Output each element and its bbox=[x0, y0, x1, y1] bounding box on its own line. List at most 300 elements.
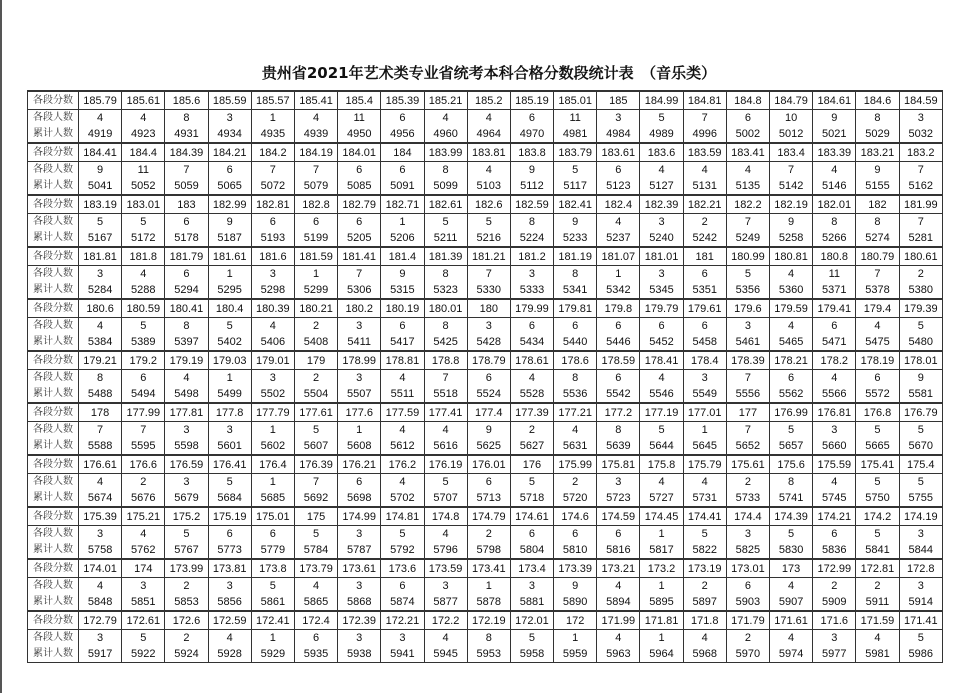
score-cell: 185.21 bbox=[424, 91, 467, 110]
score-cell: 175.19 bbox=[208, 507, 251, 526]
cumulative-cell: 5284 bbox=[79, 282, 122, 299]
cumulative-cell: 5792 bbox=[381, 542, 424, 559]
cumulative-cell: 5796 bbox=[424, 542, 467, 559]
cumulative-cell: 5397 bbox=[165, 334, 208, 351]
count-cell: 2 bbox=[294, 318, 337, 335]
score-cell: 179.81 bbox=[554, 299, 597, 318]
cumulative-cell: 5507 bbox=[338, 386, 381, 403]
cumulative-cell: 5127 bbox=[640, 178, 683, 195]
row-label: 各段分数 bbox=[28, 559, 79, 578]
score-cell: 179.79 bbox=[640, 299, 683, 318]
count-cell: 5 bbox=[208, 474, 251, 491]
score-cell: 173.01 bbox=[726, 559, 769, 578]
cumulative-cell: 5953 bbox=[467, 646, 510, 663]
cumulative-cell: 5193 bbox=[251, 230, 294, 247]
score-cell: 173.6 bbox=[381, 559, 424, 578]
score-cell: 184.2 bbox=[251, 143, 294, 162]
count-cell: 4 bbox=[79, 110, 122, 127]
cumulative-cell: 5601 bbox=[208, 438, 251, 455]
count-cell: 1 bbox=[338, 422, 381, 439]
count-cell: 8 bbox=[856, 110, 899, 127]
row-label: 各段人数 bbox=[28, 110, 79, 127]
count-cell: 3 bbox=[208, 422, 251, 439]
score-row bbox=[28, 91, 943, 110]
cumulative-cell: 5167 bbox=[79, 230, 122, 247]
score-cell: 185.6 bbox=[165, 91, 208, 110]
count-cell: 3 bbox=[510, 578, 553, 595]
count-cell: 5 bbox=[899, 630, 942, 647]
count-cell: 5 bbox=[294, 526, 337, 543]
cumulative-cell: 5608 bbox=[338, 438, 381, 455]
score-cell: 173.99 bbox=[165, 559, 208, 578]
row-label: 累计人数 bbox=[28, 646, 79, 663]
cumulative-cell: 5389 bbox=[122, 334, 165, 351]
score-cell: 175.2 bbox=[165, 507, 208, 526]
cumulative-cell: 5172 bbox=[122, 230, 165, 247]
score-cell: 172.99 bbox=[813, 559, 856, 578]
score-cell: 172.6 bbox=[165, 611, 208, 630]
score-cell: 179 bbox=[294, 351, 337, 370]
score-cell: 175.21 bbox=[122, 507, 165, 526]
score-cell: 184.61 bbox=[813, 91, 856, 110]
score-cell: 178 bbox=[79, 403, 122, 422]
cumulative-cell: 5072 bbox=[251, 178, 294, 195]
row-label: 各段人数 bbox=[28, 266, 79, 283]
count-cell: 2 bbox=[856, 578, 899, 595]
cumulative-cell: 5868 bbox=[338, 594, 381, 611]
cumulative-cell: 5928 bbox=[208, 646, 251, 663]
cumulative-cell: 5670 bbox=[899, 438, 942, 455]
cumulative-cell: 5963 bbox=[597, 646, 640, 663]
cumulative-cell: 5440 bbox=[554, 334, 597, 351]
cumulative-cell: 5731 bbox=[683, 490, 726, 507]
count-cell: 6 bbox=[726, 578, 769, 595]
row-label: 各段分数 bbox=[28, 455, 79, 474]
score-cell: 171.61 bbox=[770, 611, 813, 630]
cumulative-cell: 5723 bbox=[597, 490, 640, 507]
score-cell: 184.81 bbox=[683, 91, 726, 110]
count-cell: 3 bbox=[683, 370, 726, 387]
score-cell: 174.2 bbox=[856, 507, 899, 526]
score-cell: 176.8 bbox=[856, 403, 899, 422]
cumulative-cell: 5298 bbox=[251, 282, 294, 299]
score-cell: 176.21 bbox=[338, 455, 381, 474]
row-label: 累计人数 bbox=[28, 230, 79, 247]
score-cell: 182.4 bbox=[597, 195, 640, 214]
cumulative-cell: 5856 bbox=[208, 594, 251, 611]
count-cell: 6 bbox=[683, 266, 726, 283]
cumulative-cell: 5713 bbox=[467, 490, 510, 507]
count-cell: 4 bbox=[294, 578, 337, 595]
score-cell: 181 bbox=[683, 247, 726, 266]
count-cell: 1 bbox=[640, 578, 683, 595]
cumulative-cell: 5865 bbox=[294, 594, 337, 611]
cumulative-cell: 5099 bbox=[424, 178, 467, 195]
count-cell: 3 bbox=[899, 526, 942, 543]
score-cell: 182.39 bbox=[640, 195, 683, 214]
cumulative-cell: 5288 bbox=[122, 282, 165, 299]
score-cell: 183.8 bbox=[510, 143, 553, 162]
cumulative-cell: 4964 bbox=[467, 126, 510, 143]
count-cell: 5 bbox=[554, 162, 597, 179]
score-cell: 172.61 bbox=[122, 611, 165, 630]
score-cell: 174.45 bbox=[640, 507, 683, 526]
row-label: 各段分数 bbox=[28, 299, 79, 318]
count-cell: 3 bbox=[122, 578, 165, 595]
cumulative-cell: 5417 bbox=[381, 334, 424, 351]
cumulative-cell: 5851 bbox=[122, 594, 165, 611]
count-cell: 6 bbox=[510, 526, 553, 543]
cumulative-cell: 5299 bbox=[294, 282, 337, 299]
score-cell: 171.41 bbox=[899, 611, 942, 630]
score-cell: 181.41 bbox=[338, 247, 381, 266]
count-cell: 6 bbox=[294, 214, 337, 231]
count-cell: 5 bbox=[424, 214, 467, 231]
cumulative-cell: 5779 bbox=[251, 542, 294, 559]
score-cell: 172.2 bbox=[424, 611, 467, 630]
count-cell: 9 bbox=[554, 214, 597, 231]
cumulative-cell: 5572 bbox=[856, 386, 899, 403]
score-cell: 177 bbox=[726, 403, 769, 422]
count-cell: 8 bbox=[165, 110, 208, 127]
count-cell: 5 bbox=[165, 526, 208, 543]
cumulative-row bbox=[28, 438, 943, 455]
count-cell: 9 bbox=[510, 162, 553, 179]
cumulative-cell: 5986 bbox=[899, 646, 942, 663]
cumulative-cell: 5281 bbox=[899, 230, 942, 247]
row-label: 各段人数 bbox=[28, 370, 79, 387]
score-cell: 184.19 bbox=[294, 143, 337, 162]
count-cell: 8 bbox=[467, 630, 510, 647]
count-cell: 5 bbox=[122, 318, 165, 335]
score-cell: 173.8 bbox=[251, 559, 294, 578]
cumulative-cell: 5745 bbox=[813, 490, 856, 507]
count-cell: 3 bbox=[338, 370, 381, 387]
score-cell: 174.8 bbox=[424, 507, 467, 526]
score-cell: 173.39 bbox=[554, 559, 597, 578]
count-cell: 4 bbox=[424, 422, 467, 439]
score-cell: 179.41 bbox=[813, 299, 856, 318]
score-row bbox=[28, 351, 943, 370]
cumulative-cell: 5907 bbox=[770, 594, 813, 611]
score-cell: 178.4 bbox=[683, 351, 726, 370]
count-cell: 7 bbox=[856, 266, 899, 283]
row-label: 累计人数 bbox=[28, 594, 79, 611]
count-cell: 6 bbox=[338, 214, 381, 231]
score-cell: 181.99 bbox=[899, 195, 942, 214]
score-cell: 180.21 bbox=[294, 299, 337, 318]
cumulative-cell: 5224 bbox=[510, 230, 553, 247]
cumulative-cell: 5861 bbox=[251, 594, 294, 611]
score-cell: 175.81 bbox=[597, 455, 640, 474]
count-cell: 3 bbox=[338, 578, 381, 595]
score-cell: 179.03 bbox=[208, 351, 251, 370]
count-cell: 1 bbox=[251, 630, 294, 647]
score-cell: 180.2 bbox=[338, 299, 381, 318]
cumulative-row bbox=[28, 386, 943, 403]
cumulative-cell: 5941 bbox=[381, 646, 424, 663]
score-cell: 176.81 bbox=[813, 403, 856, 422]
count-cell: 7 bbox=[683, 110, 726, 127]
score-cell: 174.81 bbox=[381, 507, 424, 526]
cumulative-cell: 5566 bbox=[813, 386, 856, 403]
count-cell: 5 bbox=[856, 474, 899, 491]
score-cell: 179.99 bbox=[510, 299, 553, 318]
score-cell: 181.01 bbox=[640, 247, 683, 266]
score-cell: 174.6 bbox=[554, 507, 597, 526]
count-cell: 6 bbox=[381, 578, 424, 595]
score-cell: 172.59 bbox=[208, 611, 251, 630]
cumulative-cell: 5974 bbox=[770, 646, 813, 663]
score-cell: 183.59 bbox=[683, 143, 726, 162]
score-cell: 177.19 bbox=[640, 403, 683, 422]
count-cell: 5 bbox=[726, 266, 769, 283]
cumulative-cell: 4956 bbox=[381, 126, 424, 143]
score-cell: 174.4 bbox=[726, 507, 769, 526]
count-cell: 6 bbox=[683, 318, 726, 335]
count-cell: 7 bbox=[726, 370, 769, 387]
score-cell: 173.61 bbox=[338, 559, 381, 578]
cumulative-cell: 5758 bbox=[79, 542, 122, 559]
cumulative-cell: 5720 bbox=[554, 490, 597, 507]
score-cell: 178.19 bbox=[856, 351, 899, 370]
count-cell: 5 bbox=[640, 110, 683, 127]
count-cell: 3 bbox=[208, 110, 251, 127]
cumulative-cell: 5059 bbox=[165, 178, 208, 195]
cumulative-cell: 5612 bbox=[381, 438, 424, 455]
cumulative-cell: 5187 bbox=[208, 230, 251, 247]
score-cell: 183.41 bbox=[726, 143, 769, 162]
count-cell: 7 bbox=[899, 214, 942, 231]
score-cell: 179.61 bbox=[683, 299, 726, 318]
cumulative-cell: 5881 bbox=[510, 594, 553, 611]
count-cell: 3 bbox=[899, 110, 942, 127]
cumulative-cell: 4950 bbox=[338, 126, 381, 143]
cumulative-cell: 5408 bbox=[294, 334, 337, 351]
cumulative-cell: 5237 bbox=[597, 230, 640, 247]
count-cell: 3 bbox=[381, 630, 424, 647]
cumulative-cell: 5406 bbox=[251, 334, 294, 351]
cumulative-cell: 5216 bbox=[467, 230, 510, 247]
score-cell: 172.01 bbox=[510, 611, 553, 630]
cumulative-cell: 5242 bbox=[683, 230, 726, 247]
count-cell: 5 bbox=[424, 474, 467, 491]
score-cell: 171.81 bbox=[640, 611, 683, 630]
score-cell: 178.8 bbox=[424, 351, 467, 370]
count-cell: 9 bbox=[899, 370, 942, 387]
score-cell: 180 bbox=[467, 299, 510, 318]
cumulative-cell: 5733 bbox=[726, 490, 769, 507]
count-cell: 6 bbox=[165, 214, 208, 231]
cumulative-cell: 5142 bbox=[770, 178, 813, 195]
count-cell: 3 bbox=[338, 526, 381, 543]
row-label: 各段人数 bbox=[28, 162, 79, 179]
cumulative-cell: 5741 bbox=[770, 490, 813, 507]
score-cell: 173.41 bbox=[467, 559, 510, 578]
row-label: 累计人数 bbox=[28, 490, 79, 507]
score-cell: 182.6 bbox=[467, 195, 510, 214]
score-cell: 183.4 bbox=[770, 143, 813, 162]
score-cell: 174.01 bbox=[79, 559, 122, 578]
cumulative-cell: 5922 bbox=[122, 646, 165, 663]
cumulative-cell: 5333 bbox=[510, 282, 553, 299]
score-cell: 182 bbox=[856, 195, 899, 214]
count-cell: 6 bbox=[251, 214, 294, 231]
count-cell: 8 bbox=[856, 214, 899, 231]
score-cell: 175.99 bbox=[554, 455, 597, 474]
cumulative-cell: 5914 bbox=[899, 594, 942, 611]
count-cell: 3 bbox=[424, 578, 467, 595]
row-label: 累计人数 bbox=[28, 334, 79, 351]
cumulative-cell: 5702 bbox=[381, 490, 424, 507]
cumulative-cell: 5085 bbox=[338, 178, 381, 195]
cumulative-cell: 5890 bbox=[554, 594, 597, 611]
score-cell: 178.6 bbox=[554, 351, 597, 370]
count-cell: 11 bbox=[813, 266, 856, 283]
cumulative-cell: 5945 bbox=[424, 646, 467, 663]
count-cell: 4 bbox=[683, 474, 726, 491]
cumulative-cell: 5249 bbox=[726, 230, 769, 247]
cumulative-cell: 5475 bbox=[856, 334, 899, 351]
cumulative-cell: 5981 bbox=[856, 646, 899, 663]
count-cell: 1 bbox=[251, 474, 294, 491]
cumulative-cell: 5625 bbox=[467, 438, 510, 455]
score-cell: 185.2 bbox=[467, 91, 510, 110]
cumulative-cell: 5878 bbox=[467, 594, 510, 611]
score-cell: 172.21 bbox=[381, 611, 424, 630]
score-row bbox=[28, 195, 943, 214]
cumulative-cell: 5718 bbox=[510, 490, 553, 507]
score-cell: 179.6 bbox=[726, 299, 769, 318]
score-cell: 184.4 bbox=[122, 143, 165, 162]
score-cell: 173.81 bbox=[208, 559, 251, 578]
count-cell: 7 bbox=[467, 266, 510, 283]
score-cell: 172.19 bbox=[467, 611, 510, 630]
cumulative-cell: 5306 bbox=[338, 282, 381, 299]
count-cell: 6 bbox=[381, 162, 424, 179]
count-cell: 8 bbox=[424, 266, 467, 283]
count-cell: 4 bbox=[597, 630, 640, 647]
score-cell: 176.61 bbox=[79, 455, 122, 474]
score-cell: 174.99 bbox=[338, 507, 381, 526]
cumulative-cell: 5498 bbox=[165, 386, 208, 403]
cumulative-cell: 5351 bbox=[683, 282, 726, 299]
score-cell: 181.2 bbox=[510, 247, 553, 266]
count-cell: 8 bbox=[424, 162, 467, 179]
count-cell: 4 bbox=[683, 630, 726, 647]
count-cell: 8 bbox=[554, 370, 597, 387]
count-cell: 4 bbox=[79, 578, 122, 595]
count-cell: 5 bbox=[467, 214, 510, 231]
cumulative-cell: 5644 bbox=[640, 438, 683, 455]
cumulative-cell: 5117 bbox=[554, 178, 597, 195]
count-cell: 8 bbox=[770, 474, 813, 491]
count-cell: 11 bbox=[554, 110, 597, 127]
cumulative-cell: 5528 bbox=[510, 386, 553, 403]
score-cell: 175.79 bbox=[683, 455, 726, 474]
cumulative-cell: 4984 bbox=[597, 126, 640, 143]
score-cell: 178.41 bbox=[640, 351, 683, 370]
score-row bbox=[28, 455, 943, 474]
cumulative-cell: 5079 bbox=[294, 178, 337, 195]
count-cell: 6 bbox=[856, 370, 899, 387]
count-cell: 7 bbox=[338, 266, 381, 283]
count-cell: 4 bbox=[381, 474, 424, 491]
count-cell: 2 bbox=[813, 578, 856, 595]
count-cell: 10 bbox=[770, 110, 813, 127]
cumulative-cell: 5938 bbox=[338, 646, 381, 663]
count-cell: 5 bbox=[770, 526, 813, 543]
cumulative-cell: 4939 bbox=[294, 126, 337, 143]
count-cell: 3 bbox=[251, 370, 294, 387]
cumulative-cell: 5804 bbox=[510, 542, 553, 559]
score-cell: 179.59 bbox=[770, 299, 813, 318]
score-cell: 185.61 bbox=[122, 91, 165, 110]
score-cell: 177.2 bbox=[597, 403, 640, 422]
cumulative-cell: 4934 bbox=[208, 126, 251, 143]
count-cell: 3 bbox=[165, 422, 208, 439]
cumulative-cell: 5378 bbox=[856, 282, 899, 299]
count-cell: 3 bbox=[338, 630, 381, 647]
cumulative-cell: 5341 bbox=[554, 282, 597, 299]
score-cell: 183.99 bbox=[424, 143, 467, 162]
cumulative-cell: 4996 bbox=[683, 126, 726, 143]
count-cell: 1 bbox=[467, 578, 510, 595]
score-cell: 177.79 bbox=[251, 403, 294, 422]
cumulative-cell: 5562 bbox=[770, 386, 813, 403]
count-cell: 4 bbox=[770, 578, 813, 595]
score-cell: 173.59 bbox=[424, 559, 467, 578]
score-cell: 174.39 bbox=[770, 507, 813, 526]
cumulative-cell: 4960 bbox=[424, 126, 467, 143]
score-cell: 176 bbox=[510, 455, 553, 474]
cumulative-cell: 5131 bbox=[683, 178, 726, 195]
score-cell: 178.99 bbox=[338, 351, 381, 370]
count-cell: 4 bbox=[251, 318, 294, 335]
score-cell: 184.6 bbox=[856, 91, 899, 110]
cumulative-cell: 5602 bbox=[251, 438, 294, 455]
count-cell: 4 bbox=[79, 318, 122, 335]
cumulative-cell: 5665 bbox=[856, 438, 899, 455]
count-cell: 8 bbox=[813, 214, 856, 231]
count-cell: 5 bbox=[381, 526, 424, 543]
score-cell: 175.4 bbox=[899, 455, 942, 474]
score-cell: 180.6 bbox=[79, 299, 122, 318]
cumulative-cell: 5692 bbox=[294, 490, 337, 507]
score-cell: 179.21 bbox=[79, 351, 122, 370]
cumulative-cell: 5810 bbox=[554, 542, 597, 559]
count-cell: 2 bbox=[294, 370, 337, 387]
count-cell: 6 bbox=[770, 370, 813, 387]
cumulative-cell: 4935 bbox=[251, 126, 294, 143]
cumulative-row bbox=[28, 646, 943, 663]
count-cell: 5 bbox=[294, 422, 337, 439]
count-cell: 8 bbox=[79, 370, 122, 387]
count-cell: 4 bbox=[122, 266, 165, 283]
count-cell: 7 bbox=[122, 422, 165, 439]
count-cell: 6 bbox=[510, 110, 553, 127]
cumulative-cell: 5627 bbox=[510, 438, 553, 455]
cumulative-cell: 5494 bbox=[122, 386, 165, 403]
count-cell: 3 bbox=[165, 474, 208, 491]
count-cell: 4 bbox=[510, 370, 553, 387]
cumulative-cell: 5935 bbox=[294, 646, 337, 663]
cumulative-row bbox=[28, 542, 943, 559]
score-distribution-table bbox=[27, 90, 943, 663]
cumulative-cell: 5684 bbox=[208, 490, 251, 507]
count-cell: 4 bbox=[597, 214, 640, 231]
count-cell: 9 bbox=[770, 214, 813, 231]
